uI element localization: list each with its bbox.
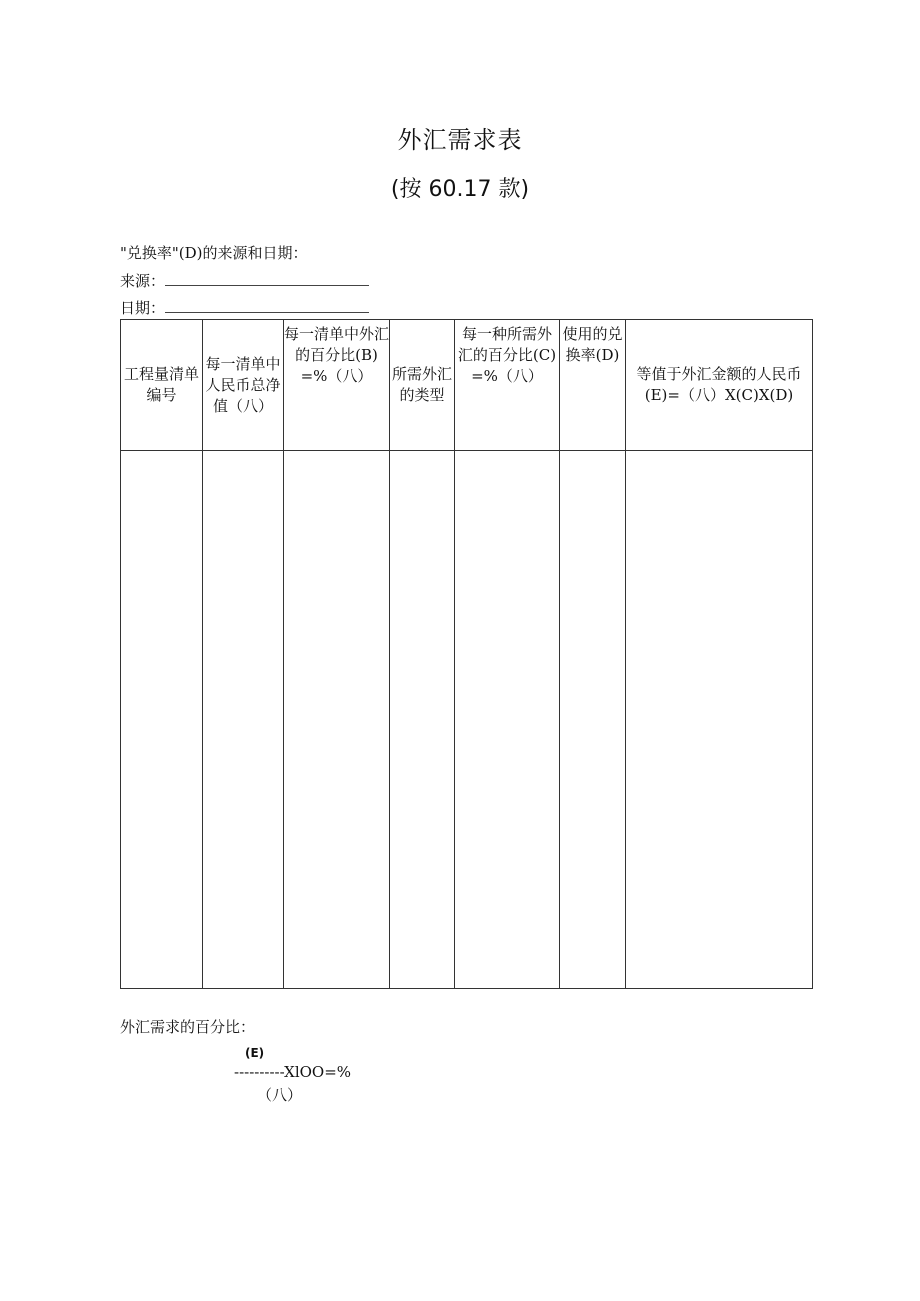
header-forex-type: 所需外汇的类型: [390, 320, 455, 451]
header-exchange-rate: 使用的兑换率(D): [560, 320, 626, 451]
formula-fraction-line: ----------XlOO=%: [234, 1063, 352, 1081]
header-each-forex-percentage: 每一种所需外汇的百分比(C)=%（八）: [455, 320, 560, 451]
source-label: 来源：: [120, 272, 166, 290]
header-bill-number: 工程量清单编号: [121, 320, 203, 451]
header-rmb-net-value: 每一清单中人民币总净值（八）: [203, 320, 284, 451]
table-cell[interactable]: [390, 451, 455, 989]
date-line: [120, 297, 369, 318]
forex-requirement-table: [120, 319, 813, 989]
table-cell[interactable]: [284, 451, 390, 989]
formula-numerator: (E): [245, 1046, 265, 1060]
source-blank[interactable]: [165, 271, 369, 286]
table-row: [121, 451, 813, 989]
table-cell[interactable]: [455, 451, 560, 989]
source-line: [120, 270, 369, 291]
header-forex-percentage: 每一清单中外汇的百分比(B)=%（八）: [284, 320, 390, 451]
document-subtitle: (按 60.17 款): [390, 177, 530, 202]
date-label: 日期：: [120, 299, 166, 317]
formula-label: 外汇需求的百分比：: [120, 1018, 256, 1036]
exchange-rate-heading: "兑换率"(D)的来源和日期：: [120, 244, 308, 262]
table-header-row: [121, 320, 813, 451]
table-cell[interactable]: [121, 451, 203, 989]
table-cell[interactable]: [626, 451, 813, 989]
table-cell[interactable]: [560, 451, 626, 989]
table-cell[interactable]: [203, 451, 284, 989]
date-blank[interactable]: [165, 298, 369, 313]
document-title: 外汇需求表: [397, 126, 523, 154]
header-rmb-equivalent: 等值于外汇金额的人民币(E)=（八）X(C)X(D): [626, 320, 813, 451]
formula-denominator: （八）: [257, 1086, 303, 1104]
